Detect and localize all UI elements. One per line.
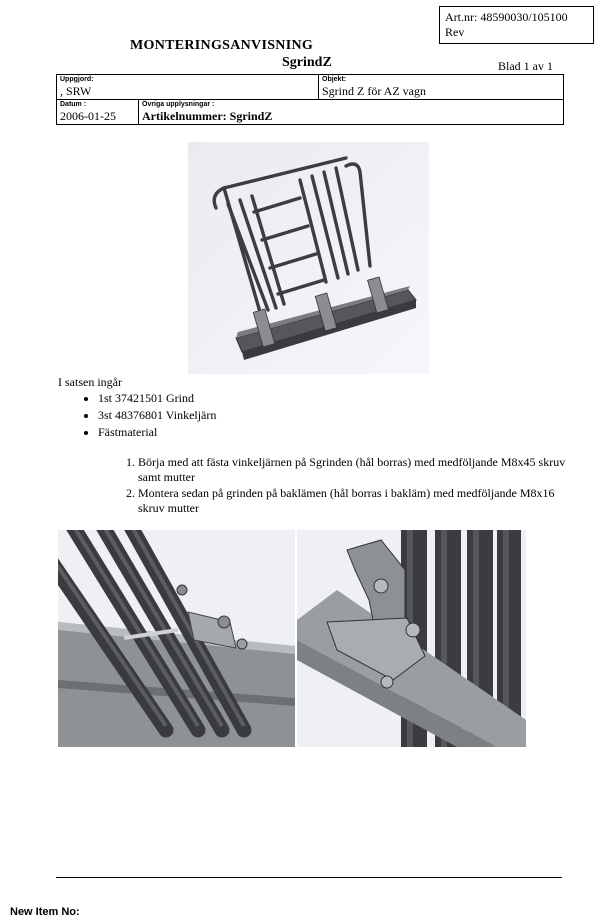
uppgjord-value: , SRW	[60, 84, 92, 98]
datum-cell	[57, 100, 139, 124]
detail-image-right	[297, 530, 526, 747]
datum-value: 2006-01-25	[60, 109, 116, 123]
mount-detail-illustration	[297, 530, 526, 747]
list-item: • 1st 37421501 Grind	[98, 390, 216, 407]
detail-image-left	[58, 530, 295, 747]
step-item: 2. Montera sedan på grinden på baklämen (hål borras i bakläm) med medföljande M8x16 skruv mutter	[138, 486, 578, 516]
objekt-cell	[319, 75, 564, 100]
article-number: Art.nr: 48590030/105100	[445, 10, 568, 24]
info-table	[56, 74, 564, 125]
article-number-box	[439, 6, 594, 44]
objekt-label: Objekt:	[322, 76, 347, 83]
contents-intro: I satsen ingår	[58, 375, 122, 389]
ovriga-value: Artikelnummer: SgrindZ	[142, 109, 273, 123]
uppgjord-cell	[57, 75, 319, 100]
list-item: • 3st 48376801 Vinkeljärn	[98, 407, 216, 424]
step-item: 1. Börja med att fästa vinkeljärnen på Sgrinden (hål borras) med medföljande M8x45 skruv samt mutter	[138, 455, 578, 485]
document-subtitle: SgrindZ	[282, 55, 332, 70]
bracket-detail-illustration	[58, 530, 295, 747]
new-item-label: New Item No:	[10, 906, 80, 918]
contents-list	[80, 390, 216, 441]
instruction-steps	[118, 455, 578, 517]
ovriga-label: Övriga upplysningar :	[142, 101, 215, 108]
ovriga-cell	[139, 100, 564, 124]
datum-label: Datum :	[60, 101, 87, 108]
page-indicator: Blad 1 av 1	[498, 59, 553, 73]
list-item: • Fästmaterial	[98, 424, 216, 441]
objekt-value: Sgrind Z för AZ vagn	[322, 84, 426, 98]
document-title: MONTERINGSANVISNING	[130, 38, 314, 53]
product-image	[188, 142, 429, 374]
revision: Rev	[445, 25, 465, 39]
datum-row	[57, 100, 564, 125]
gate-illustration	[188, 142, 429, 374]
uppgjord-label: Uppgjord:	[60, 76, 94, 83]
footer-divider	[56, 877, 562, 878]
